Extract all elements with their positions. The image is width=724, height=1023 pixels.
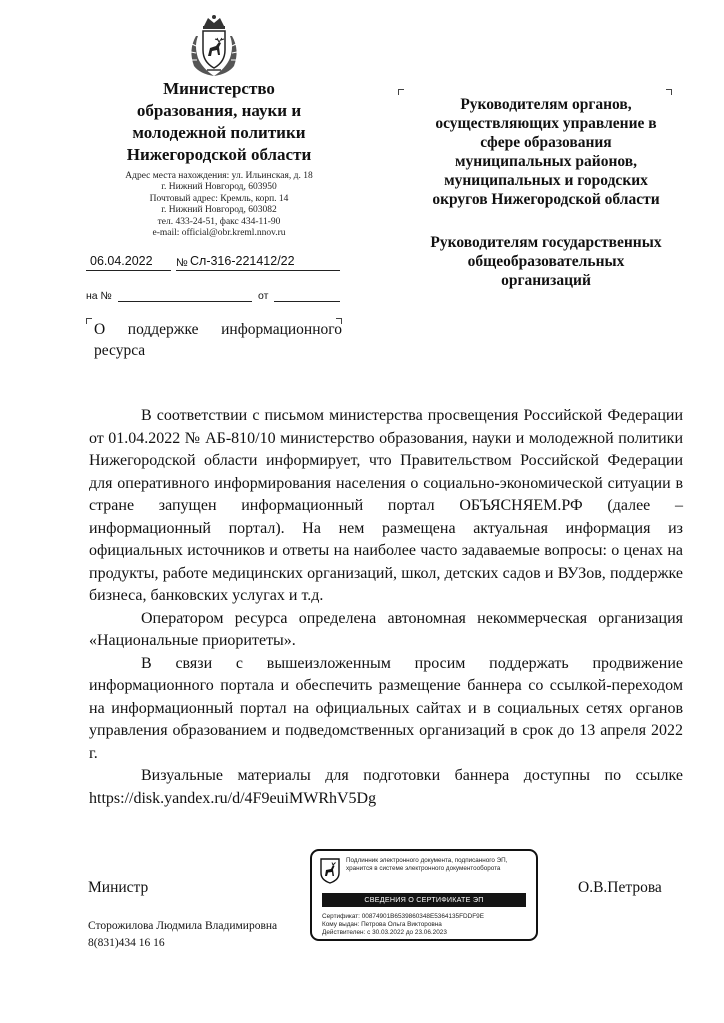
ministry-name-line: Министерство [163,79,275,98]
esig-header-line: хранится в системе электронного документооборота [346,865,501,872]
letter-body [89,405,683,810]
registration-number-sign: № [176,257,188,269]
ministry-name-line: молодежной политики [132,123,306,142]
ministry-name-line: образования, науки и [136,101,302,120]
address-line: Почтовый адрес: Кремль, корп. 14 [149,193,289,204]
letter-subject: О поддержке информационного ресурса [94,321,342,359]
signatory-name: О.В.Петрова [578,879,662,896]
electronic-signature-stamp [310,849,538,941]
addressee-block [408,233,684,290]
esig-header [346,857,534,873]
signatory-title: Министр [88,879,149,896]
addressee-line: сфере образования [480,134,612,151]
performer-name: Сторожилова Людмила Владимировна [88,920,278,932]
body-paragraph: Визуальные материалы для подготовки баннера доступны по ссылке https://disk.yandex.ru/d/4F9euiMWRhV5Dg [89,767,683,807]
addressee-line: муниципальных и городских [444,172,648,189]
email-line: e-mail: official@obr.kreml.nnov.ru [152,228,286,239]
esig-header-line: Подлинник электронного документа, подписанного ЭП, [346,857,508,864]
addressee-line: Руководителям органов, [460,96,632,113]
ministry-name [88,78,350,166]
esig-certificate: Сертификат: 00874901B6539860348E5364135FDDF9E [322,913,484,920]
performer-phone: 8(831)434 16 16 [88,937,165,949]
registration-number-underline [176,270,340,271]
reference-number-label: на № [86,290,112,302]
addressee-block [408,95,684,209]
ministry-name-line: Нижегородской области [126,145,312,164]
deer-emblem-icon [320,858,340,884]
addressee-line: общеобразовательных [467,253,625,270]
reference-date-label: от [258,290,269,302]
addressee-line: организаций [501,272,591,289]
corner-mark [86,318,92,324]
corner-mark [398,89,404,95]
esig-banner: СВЕДЕНИЯ О СЕРТИФИКАТЕ ЭП [322,893,526,907]
reference-number-blank [118,301,252,302]
addressee-line: округов Нижегородской области [432,191,660,208]
reference-date-blank [274,301,340,302]
registration-date: 06.04.2022 [90,254,153,268]
address-line: г. Нижний Новгород, 603082 [161,205,277,216]
coat-of-arms-icon [186,14,242,78]
ministry-address [88,171,350,239]
registration-number: Сл-316-221412/22 [190,254,295,268]
address-line: тел. 433-24-51, факс 434-11-90 [157,216,281,227]
esig-owner: Кому выдан: Петрова Ольга Викторовна [322,921,442,928]
address-line: г. Нижний Новгород, 603950 [161,182,277,193]
addressee-line: муниципальных районов, [455,153,637,170]
addressee-line: осуществляющих управление в [435,115,657,132]
addressee-line: Руководителям государственных [430,234,662,251]
body-paragraph: В связи с вышеизложенным просим поддержать продвижение информационного портала и обеспечить размещение баннера со ссылкой-переходом на информационный портал на официальных сайтах и в социальных сетях органов управления образованием и подведомственных организаций в срок до 13 апреля 2022 г. [89,654,683,762]
body-paragraph: Оператором ресурса определена автономная некоммерческая организация «Национальные приоритеты». [89,609,683,649]
address-line: Адрес места нахождения: ул. Ильинская, д. 18 [125,171,313,181]
registration-date-underline [86,270,171,271]
body-paragraph: В соответствии с письмом министерства просвещения Российской Федерации от 01.04.2022 № АБ-810/10 министерство образования, науки и молодежной политики Нижегородской области информирует, что Правительством Российской Федерации для оперативного информирования населения о социально-экономической ситуации в стране запущен информационный портал ОБЪЯСНЯЕМ.РФ (далее – информационный портал). На нем размещена актуальная информация из официальных источников и ответы на наиболее часто задаваемые вопросы: о ценах на продукты, работе медицинских организаций, школ, детских садов и ВУЗов, поддержке бизнеса, банковских услугах и т.д. [89,407,683,604]
esig-validity: Действителен: с 30.03.2022 до 23.06.2023 [322,929,447,936]
